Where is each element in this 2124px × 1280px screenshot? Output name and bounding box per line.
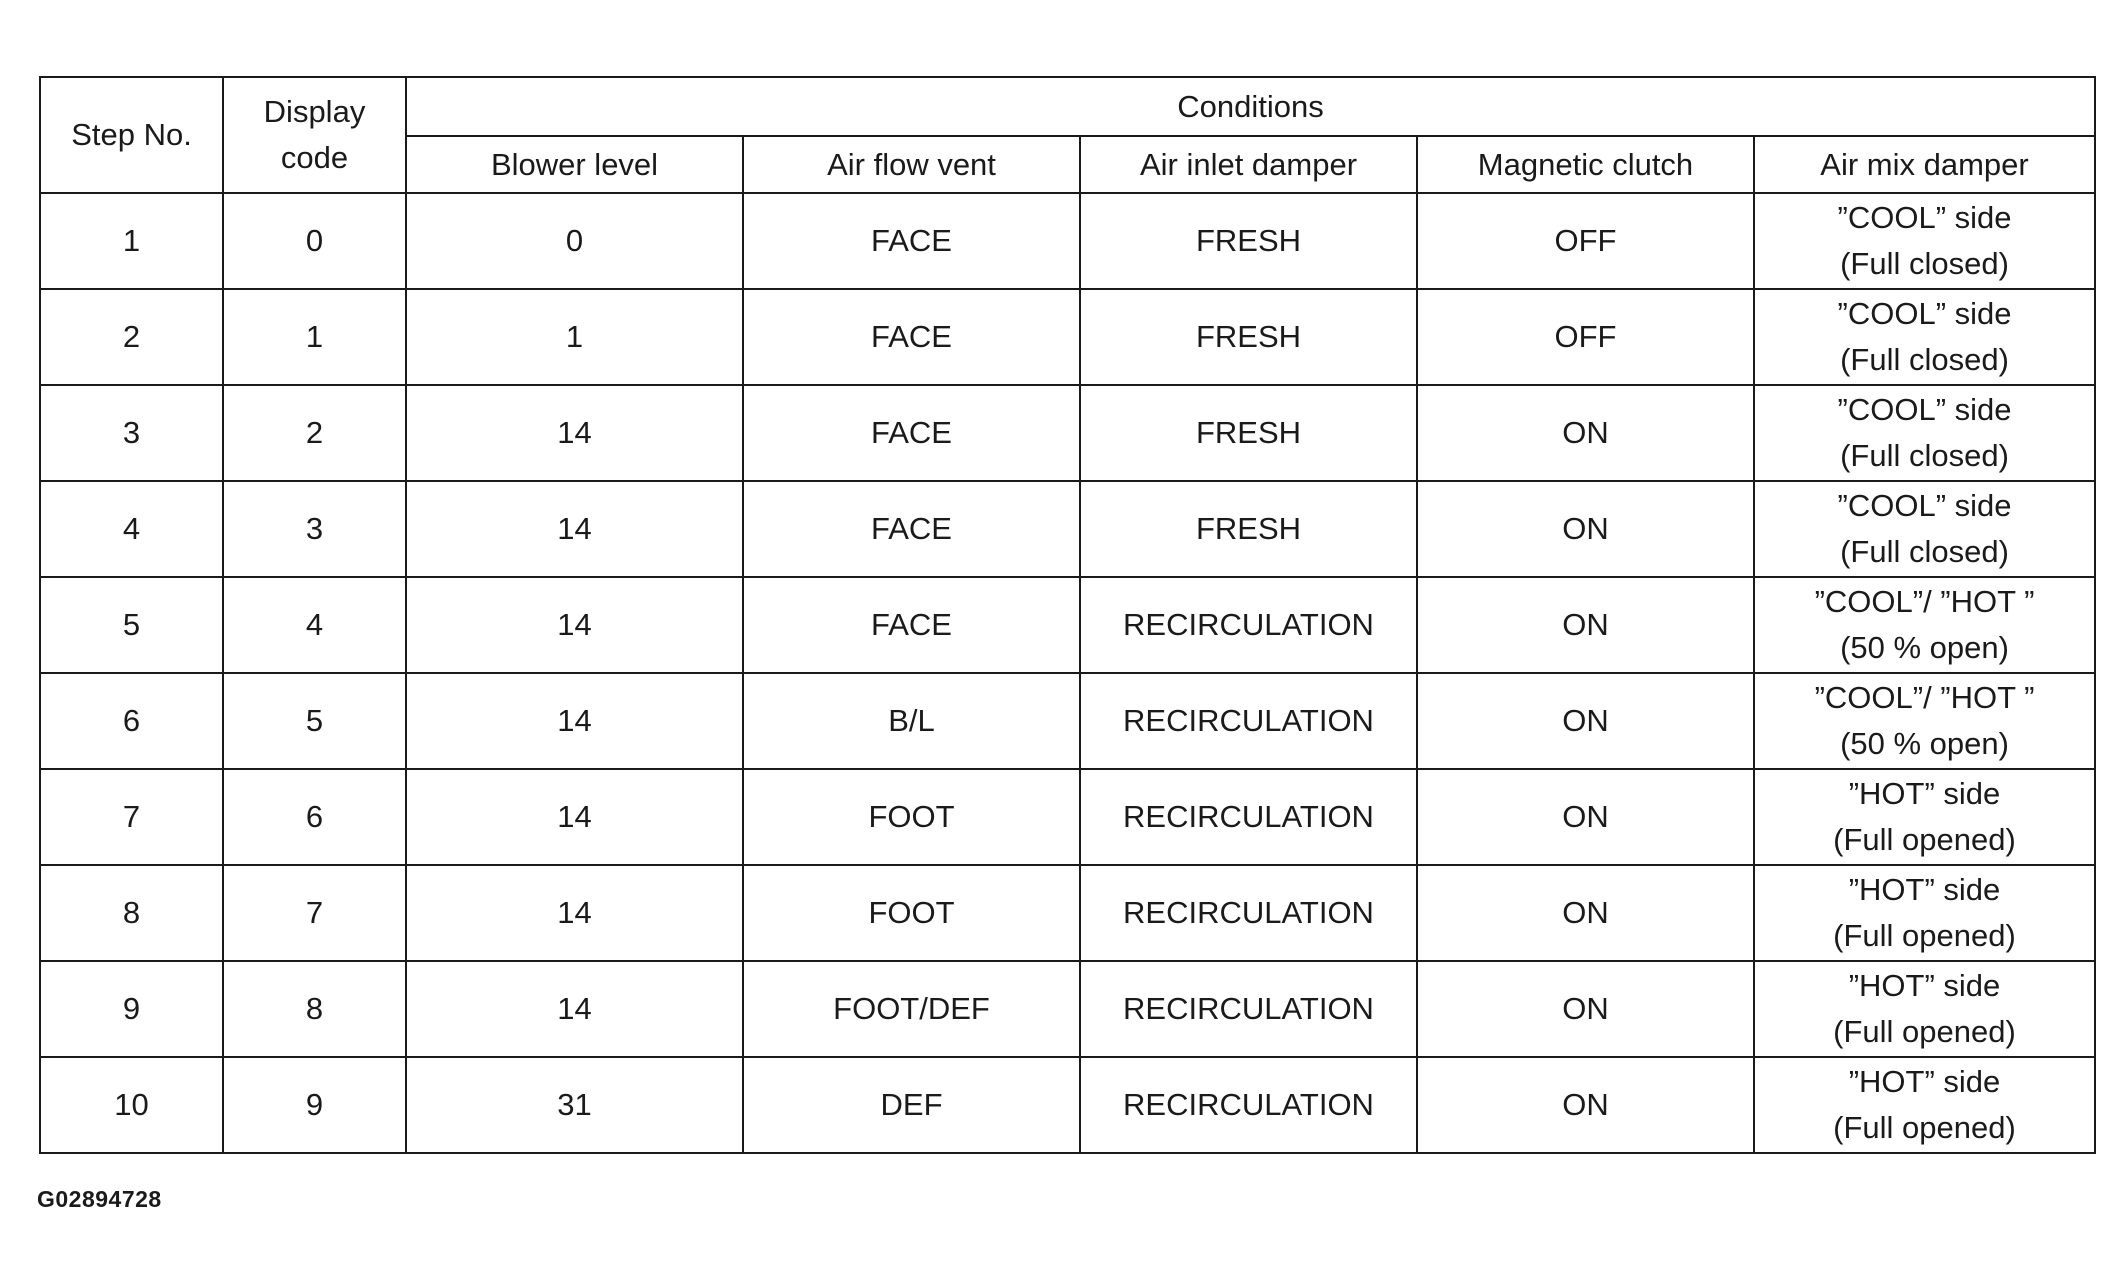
cell-step-no: 5 bbox=[40, 577, 223, 673]
table-row bbox=[40, 481, 2095, 577]
cell-blower-level: 14 bbox=[406, 673, 743, 769]
air-mix-position: ”COOL” side bbox=[1837, 200, 2012, 235]
cell-air-flow-vent: FACE bbox=[743, 193, 1080, 289]
air-mix-state: (Full opened) bbox=[1833, 1110, 2016, 1145]
air-mix-position: ”COOL”/ ”HOT ” bbox=[1814, 584, 2035, 619]
table-row bbox=[40, 865, 2095, 961]
cell-air-inlet-damper: RECIRCULATION bbox=[1080, 1057, 1417, 1153]
air-mix-state: (Full closed) bbox=[1840, 246, 2009, 281]
cell-magnetic-clutch: ON bbox=[1417, 673, 1754, 769]
cell-blower-level: 14 bbox=[406, 577, 743, 673]
cell-blower-level: 1 bbox=[406, 289, 743, 385]
air-mix-state: (50 % open) bbox=[1840, 726, 2009, 761]
cell-air-mix-damper bbox=[1754, 577, 2095, 673]
cell-air-mix-damper bbox=[1754, 865, 2095, 961]
cell-step-no: 9 bbox=[40, 961, 223, 1057]
cell-blower-level: 14 bbox=[406, 385, 743, 481]
table-row bbox=[40, 673, 2095, 769]
header-display-code-line1: Display bbox=[263, 94, 366, 129]
air-mix-position: ”HOT” side bbox=[1848, 872, 2001, 907]
cell-air-inlet-damper: RECIRCULATION bbox=[1080, 769, 1417, 865]
cell-air-flow-vent: FACE bbox=[743, 385, 1080, 481]
header-air-mix-damper: Air mix damper bbox=[1754, 136, 2095, 193]
air-mix-state: (Full closed) bbox=[1840, 342, 2009, 377]
cell-blower-level: 14 bbox=[406, 961, 743, 1057]
cell-display-code: 6 bbox=[223, 769, 406, 865]
cell-air-inlet-damper: FRESH bbox=[1080, 481, 1417, 577]
cell-air-mix-damper bbox=[1754, 481, 2095, 577]
cell-step-no: 3 bbox=[40, 385, 223, 481]
cell-blower-level: 14 bbox=[406, 481, 743, 577]
cell-blower-level: 14 bbox=[406, 865, 743, 961]
cell-air-inlet-damper: FRESH bbox=[1080, 289, 1417, 385]
cell-step-no: 4 bbox=[40, 481, 223, 577]
air-mix-position: ”COOL” side bbox=[1837, 296, 2012, 331]
air-mix-position: ”COOL” side bbox=[1837, 488, 2012, 523]
header-display-code bbox=[223, 77, 406, 193]
cell-step-no: 2 bbox=[40, 289, 223, 385]
cell-air-flow-vent: FOOT bbox=[743, 865, 1080, 961]
air-mix-state: (50 % open) bbox=[1840, 630, 2009, 665]
cell-step-no: 1 bbox=[40, 193, 223, 289]
cell-air-inlet-damper: RECIRCULATION bbox=[1080, 961, 1417, 1057]
air-mix-position: ”COOL”/ ”HOT ” bbox=[1814, 680, 2035, 715]
air-mix-position: ”COOL” side bbox=[1837, 392, 2012, 427]
cell-air-inlet-damper: RECIRCULATION bbox=[1080, 865, 1417, 961]
cell-air-inlet-damper: RECIRCULATION bbox=[1080, 577, 1417, 673]
cell-air-flow-vent: FACE bbox=[743, 289, 1080, 385]
cell-air-inlet-damper: RECIRCULATION bbox=[1080, 673, 1417, 769]
cell-display-code: 3 bbox=[223, 481, 406, 577]
cell-magnetic-clutch: ON bbox=[1417, 577, 1754, 673]
air-mix-state: (Full closed) bbox=[1840, 438, 2009, 473]
cell-air-mix-damper bbox=[1754, 961, 2095, 1057]
header-row-top bbox=[40, 77, 2095, 136]
table-row bbox=[40, 193, 2095, 289]
cell-magnetic-clutch: ON bbox=[1417, 1057, 1754, 1153]
table-row bbox=[40, 289, 2095, 385]
cell-air-mix-damper bbox=[1754, 1057, 2095, 1153]
cell-air-flow-vent: FACE bbox=[743, 577, 1080, 673]
table-row bbox=[40, 1057, 2095, 1153]
cell-step-no: 6 bbox=[40, 673, 223, 769]
cell-air-mix-damper bbox=[1754, 769, 2095, 865]
air-mix-state: (Full opened) bbox=[1833, 822, 2016, 857]
cell-step-no: 10 bbox=[40, 1057, 223, 1153]
cell-magnetic-clutch: ON bbox=[1417, 769, 1754, 865]
cell-display-code: 0 bbox=[223, 193, 406, 289]
header-display-code-line2: code bbox=[280, 140, 349, 175]
cell-air-flow-vent: FOOT/DEF bbox=[743, 961, 1080, 1057]
cell-air-mix-damper bbox=[1754, 673, 2095, 769]
air-mix-state: (Full opened) bbox=[1833, 1014, 2016, 1049]
air-mix-position: ”HOT” side bbox=[1848, 1064, 2001, 1099]
cell-magnetic-clutch: ON bbox=[1417, 865, 1754, 961]
cell-air-flow-vent: FOOT bbox=[743, 769, 1080, 865]
cell-air-flow-vent: DEF bbox=[743, 1057, 1080, 1153]
table-row bbox=[40, 385, 2095, 481]
cell-air-flow-vent: FACE bbox=[743, 481, 1080, 577]
header-conditions: Conditions bbox=[406, 77, 2095, 136]
table-row bbox=[40, 961, 2095, 1057]
cell-magnetic-clutch: ON bbox=[1417, 961, 1754, 1057]
cell-air-mix-damper bbox=[1754, 385, 2095, 481]
header-blower-level: Blower level bbox=[406, 136, 743, 193]
cell-magnetic-clutch: OFF bbox=[1417, 289, 1754, 385]
cell-air-mix-damper bbox=[1754, 289, 2095, 385]
cell-display-code: 4 bbox=[223, 577, 406, 673]
cell-magnetic-clutch: OFF bbox=[1417, 193, 1754, 289]
cell-display-code: 1 bbox=[223, 289, 406, 385]
cell-blower-level: 0 bbox=[406, 193, 743, 289]
air-mix-state: (Full opened) bbox=[1833, 918, 2016, 953]
actuator-check-table bbox=[39, 76, 2096, 1154]
air-mix-state: (Full closed) bbox=[1840, 534, 2009, 569]
cell-step-no: 7 bbox=[40, 769, 223, 865]
cell-step-no: 8 bbox=[40, 865, 223, 961]
cell-display-code: 7 bbox=[223, 865, 406, 961]
header-air-flow-vent: Air flow vent bbox=[743, 136, 1080, 193]
cell-air-flow-vent: B/L bbox=[743, 673, 1080, 769]
header-step-no: Step No. bbox=[40, 77, 223, 193]
air-mix-position: ”HOT” side bbox=[1848, 968, 2001, 1003]
table-row bbox=[40, 769, 2095, 865]
header-air-inlet-damper: Air inlet damper bbox=[1080, 136, 1417, 193]
table-row bbox=[40, 577, 2095, 673]
cell-display-code: 5 bbox=[223, 673, 406, 769]
cell-air-inlet-damper: FRESH bbox=[1080, 385, 1417, 481]
cell-air-inlet-damper: FRESH bbox=[1080, 193, 1417, 289]
cell-display-code: 9 bbox=[223, 1057, 406, 1153]
cell-air-mix-damper bbox=[1754, 193, 2095, 289]
cell-magnetic-clutch: ON bbox=[1417, 385, 1754, 481]
air-mix-position: ”HOT” side bbox=[1848, 776, 2001, 811]
cell-magnetic-clutch: ON bbox=[1417, 481, 1754, 577]
cell-display-code: 2 bbox=[223, 385, 406, 481]
cell-blower-level: 14 bbox=[406, 769, 743, 865]
figure-code: G02894728 bbox=[37, 1186, 162, 1212]
header-magnetic-clutch: Magnetic clutch bbox=[1417, 136, 1754, 193]
cell-display-code: 8 bbox=[223, 961, 406, 1057]
cell-blower-level: 31 bbox=[406, 1057, 743, 1153]
